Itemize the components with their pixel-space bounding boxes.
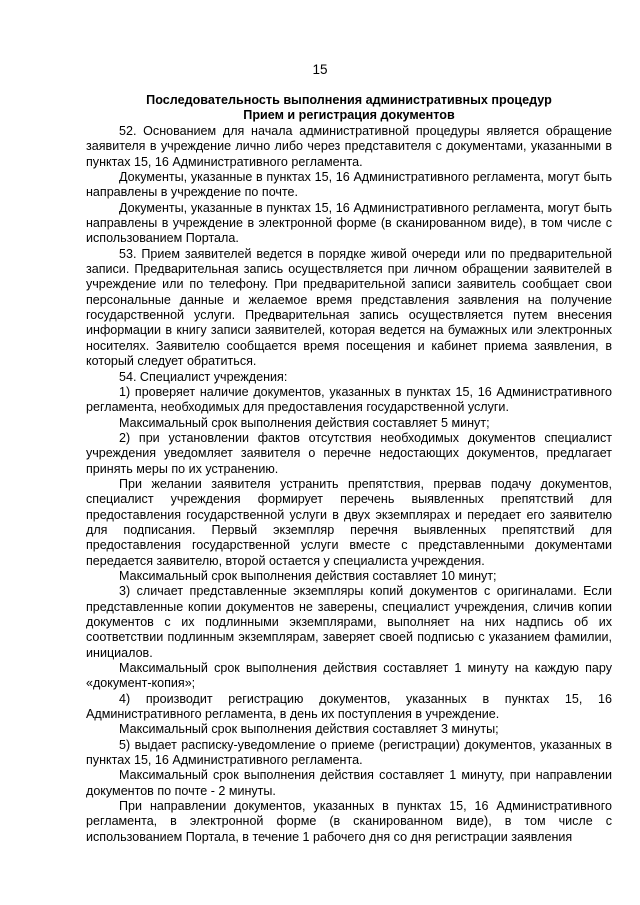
paragraph: 54. Специалист учреждения: xyxy=(119,369,288,384)
paragraph: Документы, указанные в пунктах 15, 16 Административного регламента, могут быть направлены в учреждение по почте. xyxy=(86,170,612,200)
paragraph: Максимальный срок выполнения действия составляет 1 минуту, при направлении документов по почте - 2 минуты. xyxy=(86,768,612,798)
paragraph: При желании заявителя устранить препятствия, прервав подачу документов, специалист учреждения формирует перечень выявленных препятствий для предоставления государственной услуги в двух экземплярах и передает его заявителю для подписания. Первый экземпляр перечня выявленных препятствий для предоставления государственной услуги вместе с представленными документами передается заявителю, второй остается у специалиста учреждения. xyxy=(86,476,612,568)
document-body xyxy=(86,124,612,845)
paragraph: 1) проверяет наличие документов, указанных в пунктах 15, 16 Административного регламента, необходимых для предоставления государственной услуги. xyxy=(86,384,612,415)
heading-line-2: Прием и регистрация документов xyxy=(243,108,455,122)
heading-line-1: Последовательность выполнения административных процедур xyxy=(146,93,552,107)
paragraph: Максимальный срок выполнения действия составляет 3 минуты; xyxy=(119,722,499,737)
paragraph: 52. Основанием для начала административной процедуры является обращение заявителя в учреждение лично либо через представителя с документами, указанными в пунктах 15, 16 Административного регламента. xyxy=(86,124,612,169)
section-heading xyxy=(86,93,612,123)
page-number: 15 xyxy=(312,62,328,77)
paragraph: Максимальный срок выполнения действия составляет 10 минут; xyxy=(119,568,497,583)
paragraph: При направлении документов, указанных в пунктах 15, 16 Административного регламента, в электронной форме (в сканированном виде), в том числе с использованием Портала, в течение 1 рабочего дня со дня регистрации заявления xyxy=(86,799,612,844)
paragraph: 3) сличает представленные экземпляры копий документов с оригиналами. Если представленные копии документов не заверены, специалист учреждения, сличив копии документов с их подлинными экземплярами, выполняет на них надпись об их соответствии подлинным экземплярам, заверяет своей подписью с указанием фамилии, инициалов. xyxy=(86,584,612,660)
paragraph: 4) производит регистрацию документов, указанных в пунктах 15, 16 Административного регламента, в день их поступления в учреждение. xyxy=(86,691,612,722)
paragraph: 2) при установлении фактов отсутствия необходимых документов специалист учреждения уведомляет заявителя о перечне недостающих документов, предлагает принять меры по их устранению. xyxy=(86,430,612,476)
paragraph: 53. Прием заявителей ведется в порядке живой очереди или по предварительной записи. Предварительная запись осуществляется при личном обращении заявителей в учреждение или по телефону. При предварительной записи заявитель сообщает свои персональные данные и желаемое время представления заявления на получение государственной услуги. Предварительная запись осуществляется путем внесения информации в книгу записи заявителей, которая ведется на бумажных или электронных носителях. Заявителю сообщается время посещения и кабинет приема заявления, в который следует обратиться. xyxy=(86,246,612,369)
paragraph: Максимальный срок выполнения действия составляет 1 минуту на каждую пару «документ-копия»; xyxy=(86,661,612,691)
paragraph: Документы, указанные в пунктах 15, 16 Административного регламента, могут быть направлены в учреждение в электронной форме (в сканированном виде), в том числе с использованием Портала. xyxy=(86,200,612,246)
paragraph: Максимальный срок выполнения действия составляет 5 минут; xyxy=(119,415,490,430)
paragraph: 5) выдает расписку-уведомление о приеме (регистрации) документов, указанных в пунктах 15, 16 Административного регламента. xyxy=(86,737,612,768)
